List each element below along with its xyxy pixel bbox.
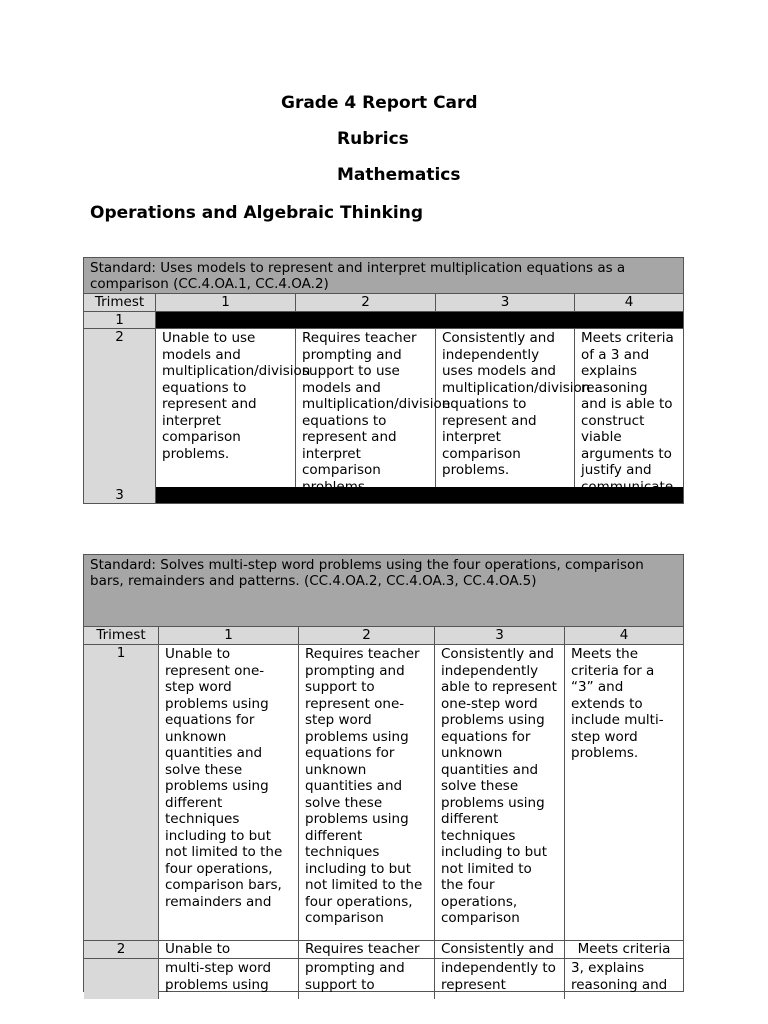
domain-heading: Operations and Algebraic Thinking	[90, 203, 424, 223]
blacked-out-row	[156, 487, 683, 503]
rubric-cell: Consistently and independently uses models and multiplication/division equations to represent and interpret comparison problems.	[436, 329, 575, 487]
col-header-trimester: Trimest	[84, 294, 156, 311]
rubric-cell: Meets criteria	[577, 941, 671, 957]
standard-text: Standard: Solves multi-step word problems using the four operations, comparison bars, remainders and patterns. (CC.4.OA.2, CC.4.OA.3, CC.4.OA.5)	[84, 555, 683, 627]
rubric-cell: prompting and support to	[299, 959, 435, 999]
table-header-row	[84, 294, 683, 312]
table-row	[84, 645, 683, 941]
trimester-label: 2	[84, 329, 156, 487]
standard-text: Standard: Uses models to represent and interpret multiplication equations as a comparison (CC.4.OA.1, CC.4.OA.2)	[84, 258, 683, 294]
report-title: Grade 4 Report Card	[281, 93, 478, 113]
blacked-out-row	[156, 312, 683, 328]
trimester-label-empty	[84, 959, 159, 999]
table-header-row	[84, 627, 683, 645]
trimester-label: 1	[84, 312, 156, 328]
table-row	[84, 941, 683, 959]
rubric-cell: Requires teacher prompting and support to represent one-step word problems using equations for unknown quantities and solve these problems using different techniques including to but not limited to the four operations, comparison	[299, 645, 435, 940]
subject-heading: Mathematics	[337, 165, 461, 185]
col-header-1: 1	[156, 294, 296, 311]
col-header-4: 4	[619, 627, 629, 643]
table-row	[84, 312, 683, 329]
rubric-cell: Meets criteria of a 3 and explains reasoning and is able to construct viable arguments to justify and	[581, 330, 674, 478]
rubric-cell: multi-step word problems using	[159, 959, 299, 999]
rubric-cell: Unable to represent one-step word problems using equations for unknown quantities and solve these problems using different techniques including to but not limited to the four operations, comparison bars, remainders and	[159, 645, 299, 940]
rubric-cell: Consistently and independently able to represent one-step word problems using equations for unknown quantities and solve these problems using different techniques including to but not limited to the four operations, comparison	[435, 645, 565, 940]
rubric-cell: Meets the criteria for a “3” and extends to include multi-step word problems.	[571, 646, 664, 761]
col-header-2: 2	[296, 294, 436, 311]
rubric-table-2	[83, 554, 684, 992]
rubric-cell: independently to represent	[435, 959, 565, 999]
rubric-cell: Consistently and	[435, 941, 565, 958]
rubric-table-1	[83, 257, 684, 504]
rubrics-heading: Rubrics	[337, 129, 409, 149]
trimester-label: 3	[84, 487, 156, 503]
table-row	[84, 959, 683, 999]
col-header-trimester: Trimest	[84, 627, 159, 644]
rubric-cell: 3, explains reasoning and	[571, 960, 668, 993]
rubric-cell: Unable to use models and multiplication/division equations to represent and interpret comparison problems.	[156, 329, 296, 487]
rubric-cell: Requires teacher prompting and support to use models and multiplication/division equations to represent and interpret comparison	[296, 329, 436, 487]
table-row	[84, 487, 683, 503]
trimester-label: 1	[84, 645, 159, 940]
col-header-2: 2	[299, 627, 435, 644]
rubric-cell: Requires teacher	[299, 941, 435, 958]
rubric-cell: Unable to	[159, 941, 299, 958]
col-header-3: 3	[435, 627, 565, 644]
col-header-4: 4	[624, 294, 634, 310]
col-header-3: 3	[436, 294, 575, 311]
col-header-1: 1	[159, 627, 299, 644]
trimester-label: 2	[84, 941, 159, 958]
table-row	[84, 329, 683, 487]
